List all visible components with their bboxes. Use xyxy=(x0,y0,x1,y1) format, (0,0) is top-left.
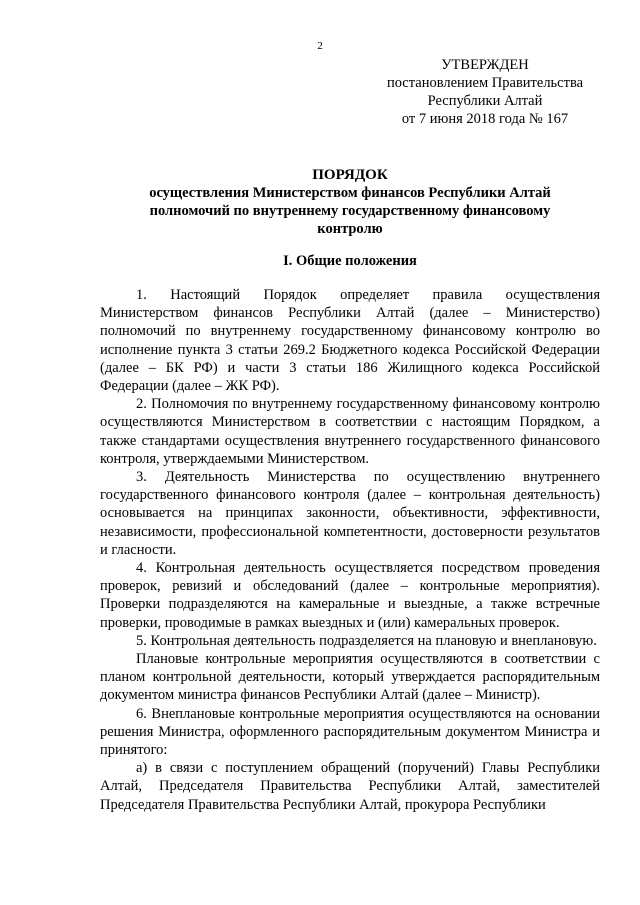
approval-line-1: постановлением Правительства xyxy=(386,75,584,91)
document-title xyxy=(100,166,600,238)
document-body xyxy=(100,286,600,814)
paragraph: 6. Внеплановые контрольные мероприятия осуществляются на основании решения Министра, оформленного распорядительным документом Министра и принятого: xyxy=(100,705,600,759)
title-line-2: осуществления Министерством финансов Республики Алтай xyxy=(149,185,551,201)
paragraph: а) в связи с поступлением обращений (поручений) Главы Республики Алтай, Председателя Правительства Республики Алтай, заместителей Председателя Правительства Республики Алтай, прокурора Республики xyxy=(100,760,600,813)
approval-line-3: от 7 июня 2018 года № 167 xyxy=(401,111,569,127)
paragraph: 2. Полномочия по внутреннему государственному финансовому контролю осуществляются Министерством в соответствии с настоящим Порядком, а также стандартами осуществления внутреннего государственного финансового контроля, утверждаемыми Министерством. xyxy=(100,396,600,467)
section-heading: I. Общие положения xyxy=(283,253,417,269)
paragraph: 5. Контрольная деятельность подразделяется на плановую и внеплановую. xyxy=(136,632,597,649)
paragraph: Плановые контрольные мероприятия осуществляются в соответствии с планом контрольной деятельности, который утверждается распорядительным документом министра финансов Республики Алтай (далее – Министр). xyxy=(100,651,600,704)
approval-heading: УТВЕРЖДЕН xyxy=(441,57,529,73)
title-line-3: полномочий по внутреннему государственному финансовому xyxy=(149,203,551,219)
title-line-4: контролю xyxy=(317,221,383,237)
approval-line-2: Республики Алтай xyxy=(427,93,543,109)
paragraph: 4. Контрольная деятельность осуществляется посредством проведения проверок, ревизий и обследований (далее – контрольные мероприятия). Проверки подразделяются на камеральные и выездные, а также встречные проверки, проводимые в рамках выездных и (или) камеральных проверок. xyxy=(100,560,600,631)
title-line-1: ПОРЯДОК xyxy=(312,167,388,183)
approval-stamp xyxy=(360,56,610,128)
page-number: 2 xyxy=(317,40,323,52)
paragraph: 1. Настоящий Порядок определяет правила осуществления Министерством финансов Республики Алтай (далее – Министерство) полномочий по внутреннему государственному финансовому контролю во исполнение пункта 3 статьи 269.2 Бюджетного кодекса Российской Федерации (далее – БК РФ) и части 3 статьи 186 Жилищного кодекса Российской Федерации (далее – ЖК РФ). xyxy=(100,287,600,395)
paragraph: 3. Деятельность Министерства по осуществлению внутреннего государственного финансового контроля (далее – контрольная деятельность) основывается на принципах законности, объективности, эффективности, независимости, профессиональной компетентности, достоверности результатов и гласности. xyxy=(100,469,600,558)
